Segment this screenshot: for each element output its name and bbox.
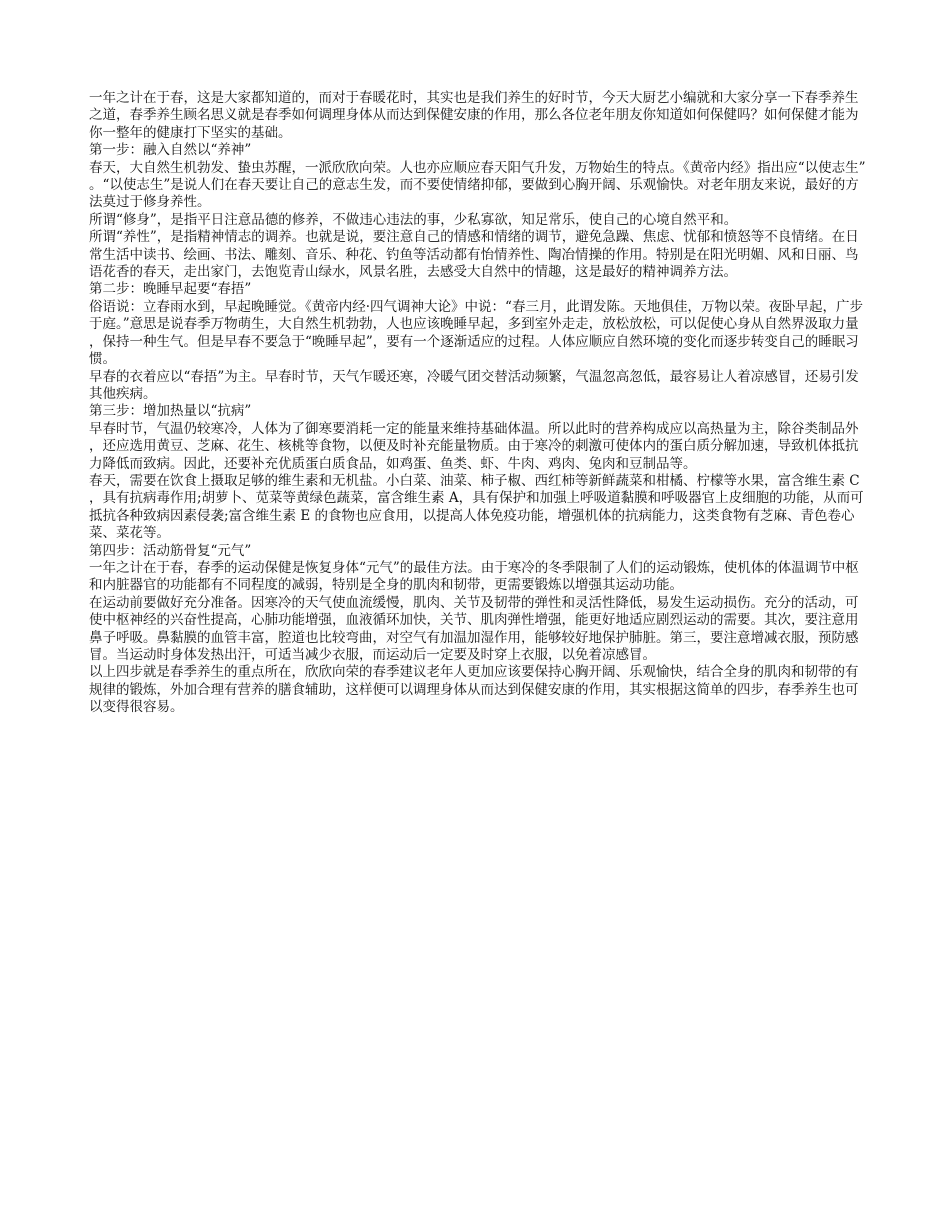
step1-paragraph-2: 所谓“修身”，是指平日注意品德的修养，不做违心违法的事，少私寡欲，知足常乐，使自己的心境自然平和。 [89, 211, 738, 228]
step1-heading: 第一步：融入自然以“养神” [89, 142, 252, 159]
step1-paragraph-1: 春天，大自然生机勃发、蛰虫苏醒，一派欣欣向荣。人也亦应顺应春天阳气升发，万物始生的特点。《黄帝内经》指出应“以使志生”。“以使志生”是说人们在春天要让自己的意志生发，而不要使情绪抑郁，要做到心胸开阔、乐观愉快。对老年朋友来说，最好的方法莫过于修身养性。 [89, 159, 866, 211]
intro-paragraph: 一年之计在于春，这是大家都知道的，而对于春暖花时，其实也是我们养生的好时节，今天大厨艺小编就和大家分享一下春季养生之道，春季养生顾名思义就是春季如何调理身体从而达到保健安康的作用，那么各位老年朋友你知道如何保健吗？如何保健才能为你一整年的健康打下坚实的基础。 [89, 90, 859, 141]
step2-paragraph-2: 早春的衣着应以“春捂”为主。早春时节，天气乍暖还寒，冷暖气团交替活动频繁，气温忽高忽低，最容易让人着凉感冒，还易引发其他疾病。 [89, 368, 859, 402]
step4-heading: 第四步：活动筋骨复“元气” [89, 542, 252, 559]
step2-heading: 第二步：晚睡早起要“春捂” [89, 281, 252, 298]
step3-paragraph-1: 早春时节，气温仍较寒冷，人体为了御寒要消耗一定的能量来维持基础体温。所以此时的营养构成应以高热量为主，除谷类制品外，还应选用黄豆、芝麻、花生、核桃等食物，以便及时补充能量物质。由于寒冷的刺激可使体内的蛋白质分解加速，导致机体抵抗力降低而致病。因此，还要补充优质蛋白质食品，如鸡蛋、鱼类、虾、牛肉、鸡肉、兔肉和豆制品等。 [89, 420, 859, 472]
step1-paragraph-3: 所谓“养性”，是指精神情志的调养。也就是说，要注意自己的情感和情绪的调节，避免急躁、焦虑、忧郁和愤怒等不良情绪。在日常生活中读书、绘画、书法、雕刻、音乐、种花、钓鱼等活动都有怡情养性、陶冶情操的作用。特别是在阳光明媚、风和日丽、鸟语花香的春天，走出家门，去饱览青山绿水，风景名胜，去感受大自然中的情趣，这是最好的精神调养方法。 [89, 229, 859, 281]
step3-paragraph-2: 春天，需要在饮食上摄取足够的维生素和无机盐。小白菜、油菜、柿子椒、西红柿等新鲜蔬菜和柑橘、柠檬等水果，富含维生素 C，具有抗病毒作用;胡萝卜、苋菜等黄绿色蔬菜，富含维生素 A，具有保护和加强上呼吸道黏膜和呼吸器官上皮细胞的功能，从而可抵抗各种致病因素侵袭;富含维生素 E 的食物也应食用，以提高人体免疫功能，增强机体的抗病能力，这类食物有芝麻、青色卷心菜、菜花等。 [89, 472, 864, 542]
step4-paragraph-2: 在运动前要做好充分准备。因寒冷的天气使血流缓慢，肌肉、关节及韧带的弹性和灵活性降低，易发生运动损伤。充分的活动，可使中枢神经的兴奋性提高，心肺功能增强，血液循环加快，关节、肌肉弹性增强，能更好地适应剧烈运动的需要。其次，要注意用鼻子呼吸。鼻黏膜的血管丰富，腔道也比较弯曲，对空气有加温加湿作用，能够较好地保护肺脏。第三，要注意增减衣服，预防感冒。当运动时身体发热出汗，可适当减少衣服，而运动后一定要及时穿上衣服，以免着凉感冒。 [89, 594, 859, 663]
step4-paragraph-1: 一年之计在于春，春季的运动保健是恢复身体“元气”的最佳方法。由于寒冷的冬季限制了人们的运动锻炼，使机体的体温调节中枢和内脏器官的功能都有不同程度的减弱，特别是全身的肌肉和韧带，更需要锻炼以增强其运动功能。 [89, 559, 859, 594]
article-body [89, 90, 866, 717]
step3-heading: 第三步：增加热量以“抗病” [89, 403, 252, 420]
step2-paragraph-1: 俗语说：立春雨水到，早起晚睡觉。《黄帝内经·四气调神大论》中说：“春三月，此谓发陈。天地俱佳，万物以荣。夜卧早起，广步于庭。”意思是说春季万物萌生，大自然生机勃勃，人也应该晚睡早起，多到室外走走，放松放松，可以促使心身从自然界汲取力量，保持一种生气。但是早春不要急于“晚睡早起”，要有一个逐渐适应的过程。人体应顺应自然环境的变化而逐步转变自己的睡眠习惯。 [89, 298, 863, 368]
conclusion-paragraph: 以上四步就是春季养生的重点所在，欣欣向荣的春季建议老年人更加应该要保持心胸开阔、乐观愉快，结合全身的肌肉和韧带的有规律的锻炼，外加合理有营养的膳食辅助，这样便可以调理身体从而达到保健安康的作用，其实根据这简单的四步，春季养生也可以变得很容易。 [89, 664, 859, 716]
